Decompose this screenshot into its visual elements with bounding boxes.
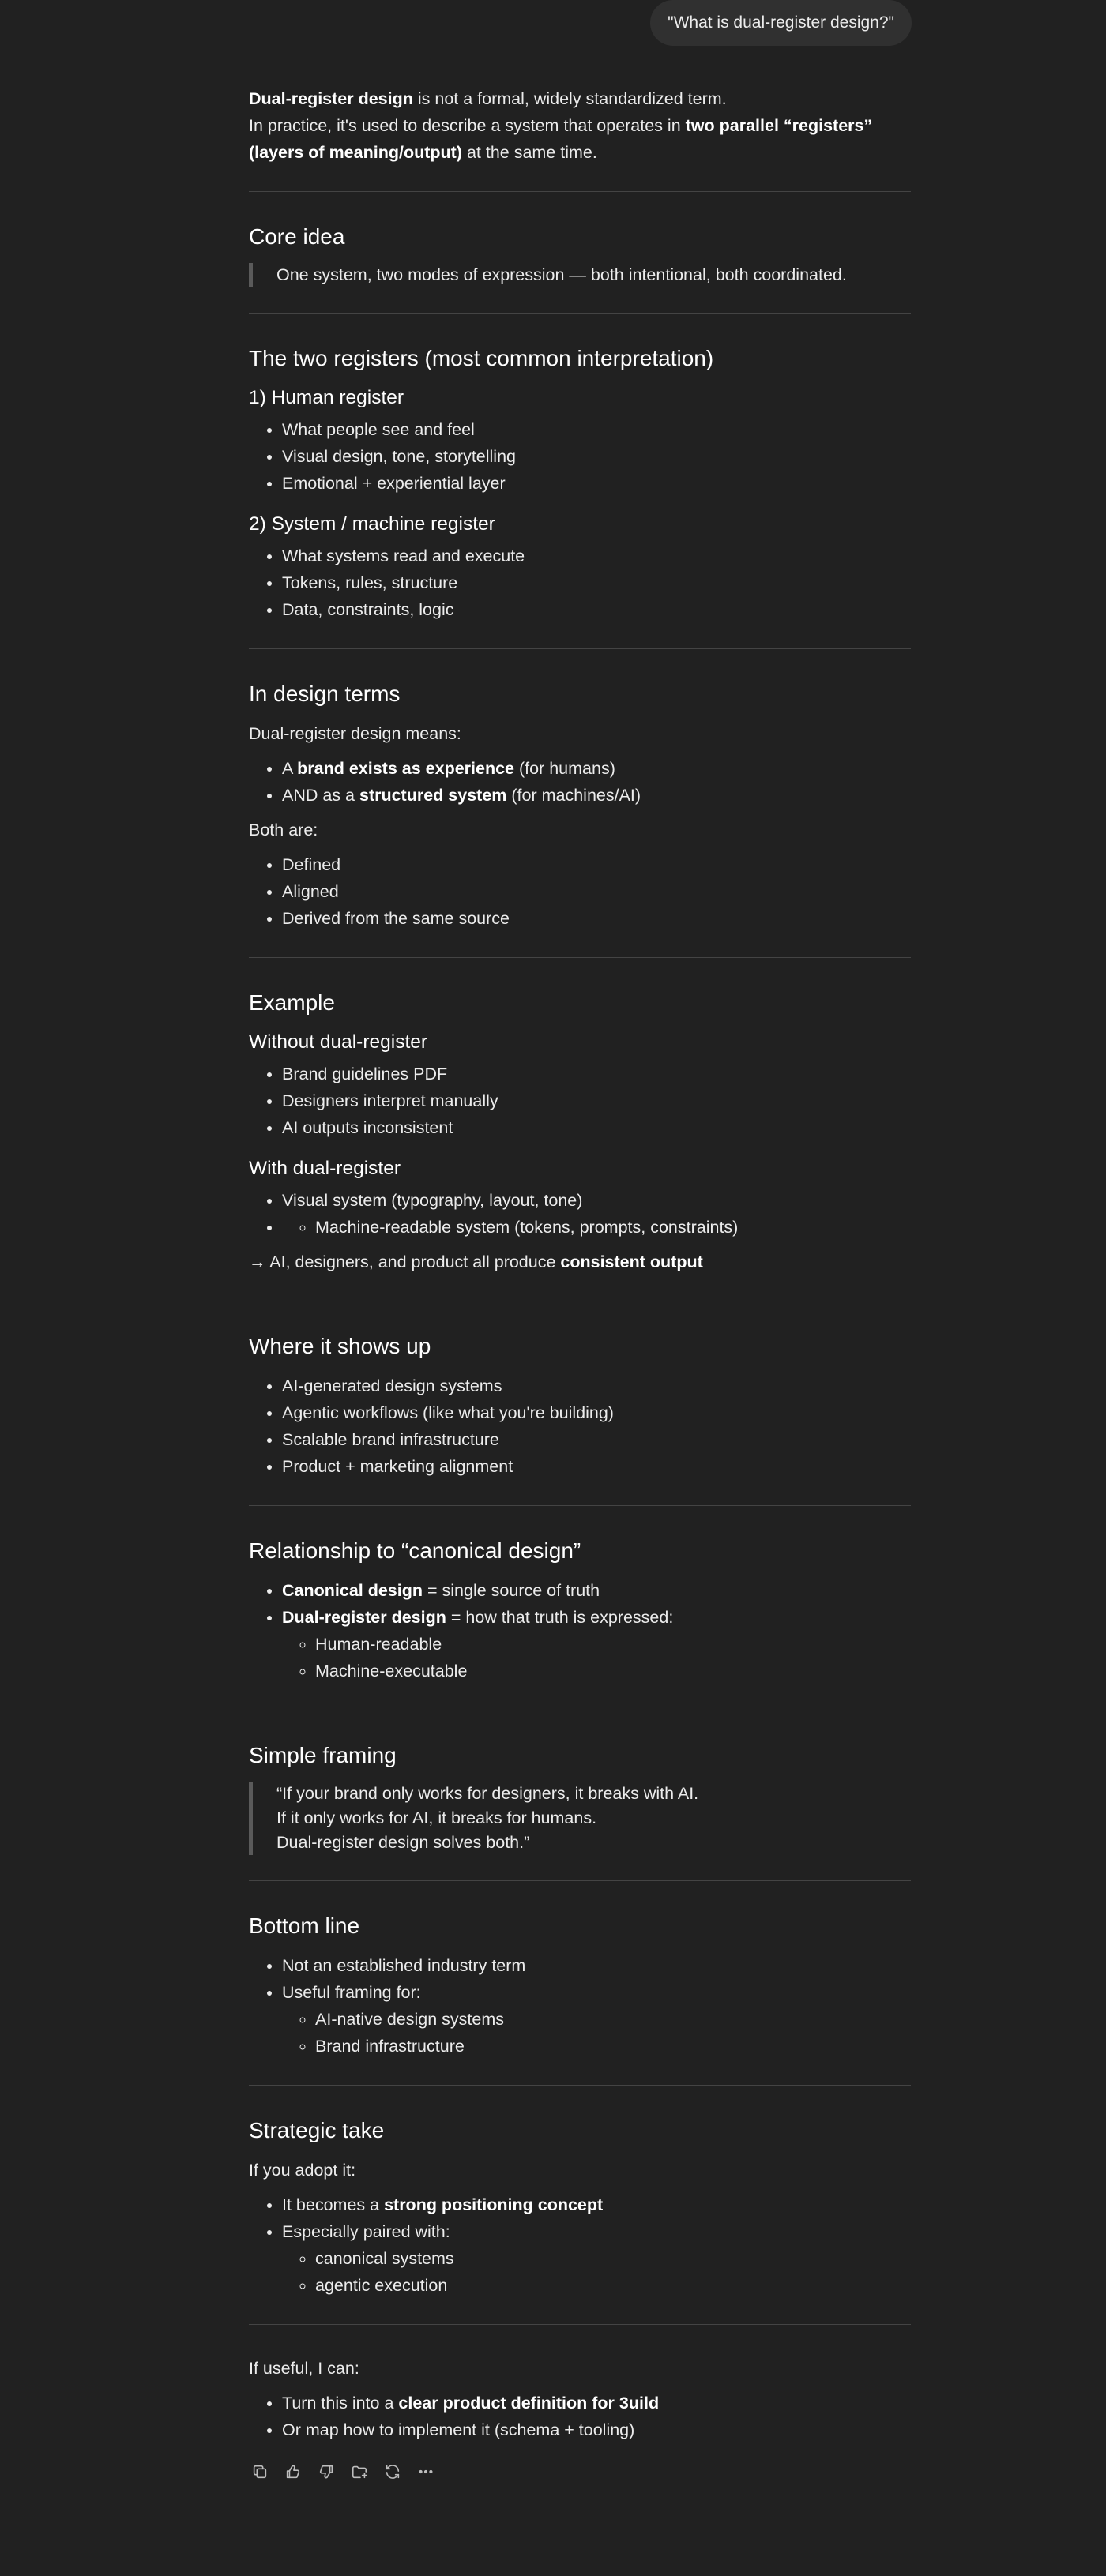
list-item: ◦ Human-readable: [315, 1631, 911, 1658]
share-icon: [351, 2463, 368, 2480]
list-item: ◦ Brand infrastructure: [315, 2033, 911, 2060]
item-text: = how that truth is expressed:: [446, 1608, 674, 1627]
list-item: • Visual design, tone, storytelling: [282, 443, 911, 470]
bottom-line-list: [249, 1952, 911, 2060]
quote-line: Dual-register design solves both.”: [276, 1833, 530, 1852]
section-title-design-terms: In design terms: [249, 682, 401, 706]
result-bold: consistent output: [560, 1252, 703, 1271]
list-item: • Visual system (typography, layout, tone): [282, 1187, 911, 1214]
divider: [249, 1880, 911, 1881]
more-icon: [417, 2463, 434, 2480]
copy-button[interactable]: [249, 2461, 271, 2483]
list-item: • Designers interpret manually: [282, 1087, 911, 1114]
intro-line2-bold: two parallel “registers” (layers of meaning/output): [249, 116, 873, 162]
divider: [249, 2324, 911, 2325]
design-terms-list: [249, 755, 911, 809]
regenerate-button[interactable]: [382, 2461, 404, 2483]
list-item: • Defined: [282, 851, 911, 878]
section-title-strategic: Strategic take: [249, 2118, 385, 2142]
intro-line2-pre: In practice, it's used to describe a system that operates in: [249, 116, 686, 135]
item-bold: brand exists as experience: [297, 759, 515, 778]
list-item: [282, 1214, 911, 1241]
more-button[interactable]: [415, 2461, 437, 2483]
intro-term: Dual-register design: [249, 89, 413, 108]
list-item: [282, 2218, 911, 2299]
dislike-button[interactable]: [315, 2461, 337, 2483]
subsection-title-without: Without dual-register: [249, 1031, 428, 1053]
list-item: • AI-generated design systems: [282, 1372, 911, 1399]
intro-paragraph: [249, 85, 911, 166]
list-item: • Scalable brand infrastructure: [282, 1426, 911, 1453]
nested-list: [282, 2245, 911, 2299]
section-title-core-idea: Core idea: [249, 224, 345, 249]
like-button[interactable]: [282, 2461, 304, 2483]
section-title-framing: Simple framing: [249, 1743, 397, 1767]
list-item: • What systems read and execute: [282, 543, 911, 569]
list-item: [282, 1577, 911, 1604]
list-item: ◦ agentic execution: [315, 2272, 911, 2299]
divider: [249, 2085, 911, 2086]
offer-list: [249, 2390, 911, 2443]
list-item: • Not an established industry term: [282, 1952, 911, 1979]
subsection-title-with: With dual-register: [249, 1158, 401, 1179]
quote-line: One system, two modes of expression — both intentional, both coordinated.: [276, 265, 847, 284]
list-item: • Agentic workflows (like what you're building): [282, 1399, 911, 1426]
quote-line: “If your brand only works for designers, it breaks with AI.: [276, 1784, 699, 1803]
without-list: [249, 1061, 911, 1141]
section-title-bottom-line: Bottom line: [249, 1913, 360, 1938]
copy-icon: [251, 2463, 269, 2480]
intro-line2-post: at the same time.: [461, 143, 597, 162]
shows-up-list: [249, 1372, 911, 1480]
assistant-response: [249, 85, 911, 2483]
subsection-title-human-register: 1) Human register: [249, 387, 404, 408]
list-item: ◦ Machine-executable: [315, 1658, 911, 1684]
item-text: Turn this into a: [282, 2394, 399, 2413]
list-item: • Tokens, rules, structure: [282, 569, 911, 596]
section-title-example: Example: [249, 990, 335, 1015]
machine-register-list: [249, 543, 911, 623]
result-text: → AI, designers, and product all produce: [249, 1252, 561, 1271]
thumbs-down-icon: [318, 2463, 335, 2480]
divider: [249, 957, 911, 958]
section-title-canonical: Relationship to “canonical design”: [249, 1538, 581, 1563]
both-are-lead: Both are:: [249, 820, 318, 839]
item-text: It becomes a: [282, 2195, 385, 2214]
human-register-list: [249, 416, 911, 497]
core-idea-quote: [249, 263, 911, 287]
list-item: ◦ • Machine-readable system (tokens, prompts, constraints): [315, 1214, 738, 1241]
list-item: [282, 2390, 911, 2416]
item-text: = single source of truth: [423, 1581, 600, 1600]
regenerate-icon: [384, 2463, 401, 2480]
list-item: • AI outputs inconsistent: [282, 1114, 911, 1141]
item-text: Useful framing for:: [282, 1983, 421, 2002]
section-title-shows-up: Where it shows up: [249, 1334, 431, 1358]
list-item: [282, 1604, 911, 1684]
quote-line: If it only works for AI, it breaks for humans.: [276, 1808, 597, 1827]
list-item: • Or map how to implement it (schema + tooling): [282, 2416, 911, 2443]
item-bold: Dual-register design: [282, 1608, 446, 1627]
divider: [249, 313, 911, 314]
list-item: • What people see and feel: [282, 416, 911, 443]
nested-list: [282, 1214, 738, 1241]
design-terms-lead: Dual-register design means:: [249, 724, 461, 743]
nested-list: [282, 1631, 911, 1684]
list-item: ◦ AI-native design systems: [315, 2006, 911, 2033]
strategic-lead: If you adopt it:: [249, 2161, 356, 2180]
divider: [249, 1505, 911, 1506]
response-action-bar: [249, 2461, 911, 2483]
offer-lead: If useful, I can:: [249, 2359, 359, 2378]
item-text: Especially paired with:: [282, 2222, 450, 2241]
with-list: [249, 1187, 911, 1241]
item-bold: clear product definition for 3uild: [398, 2394, 660, 2413]
canonical-list: [249, 1577, 911, 1684]
item-text: (for humans): [514, 759, 615, 778]
nested-list: [282, 2006, 911, 2060]
item-bold: strong positioning concept: [384, 2195, 604, 2214]
framing-quote: [249, 1782, 911, 1855]
strategic-list: [249, 2191, 911, 2299]
example-result: [249, 1249, 911, 1275]
list-item: • Derived from the same source: [282, 905, 911, 932]
subsection-title-machine-register: 2) System / machine register: [249, 513, 495, 535]
divider: [249, 648, 911, 649]
item-text: AND as a: [282, 786, 359, 805]
list-item: ◦ canonical systems: [315, 2245, 911, 2272]
list-item: • Data, constraints, logic: [282, 596, 911, 623]
list-item: [282, 2191, 911, 2218]
intro-line1-text: is not a formal, widely standardized term.: [412, 89, 727, 108]
item-text: A: [282, 759, 298, 778]
thumbs-up-icon: [284, 2463, 302, 2480]
list-item: • Aligned: [282, 878, 911, 905]
both-are-list: [249, 851, 911, 932]
list-item: • Emotional + experiential layer: [282, 470, 911, 497]
list-item: [282, 782, 911, 809]
item-bold: Canonical design: [282, 1581, 423, 1600]
item-bold: structured system: [359, 786, 507, 805]
divider: [249, 191, 911, 192]
item-text: (for machines/AI): [506, 786, 641, 805]
list-item: [282, 755, 911, 782]
list-item: • Product + marketing alignment: [282, 1453, 911, 1480]
section-title-two-registers: The two registers (most common interpretation): [249, 346, 714, 370]
user-message-bubble: "What is dual-register design?": [650, 0, 912, 46]
list-item: [282, 1979, 911, 2060]
list-item: • Brand guidelines PDF: [282, 1061, 911, 1087]
share-button[interactable]: [348, 2461, 371, 2483]
